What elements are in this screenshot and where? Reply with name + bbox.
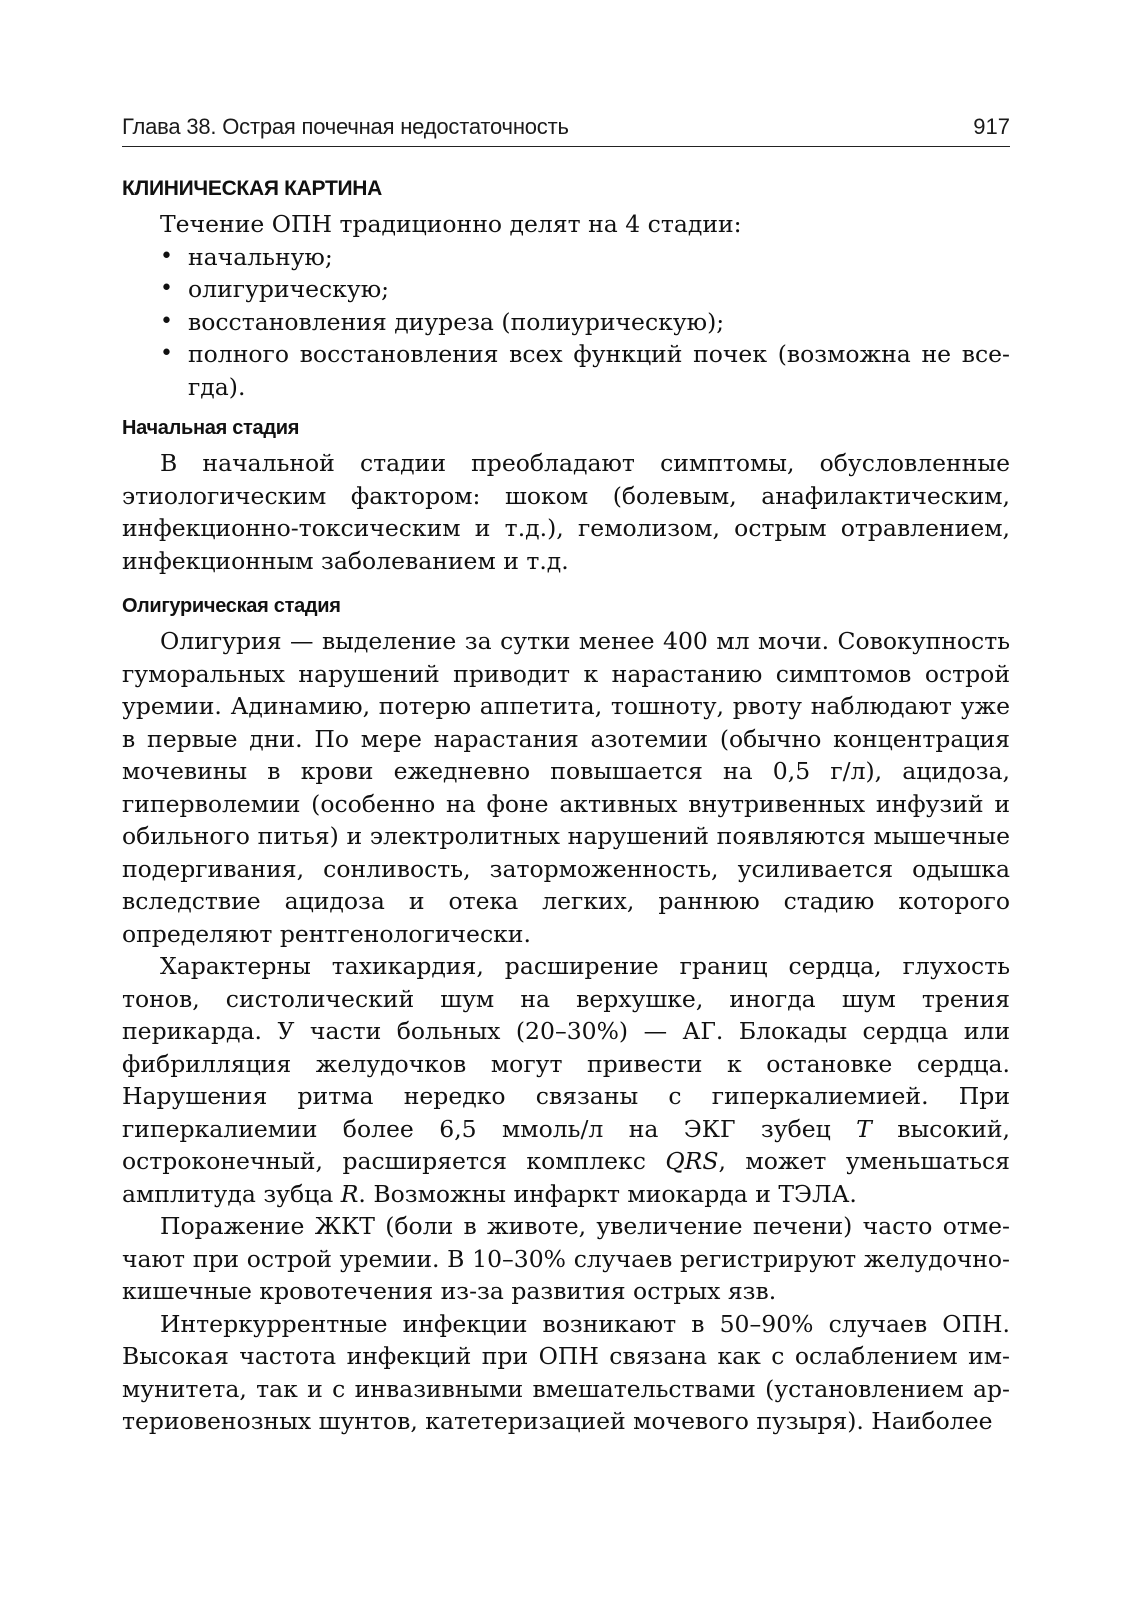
paragraph-oliguria: Олигурия — выделение за сутки менее 400 мл мочи. Совокупность гуморальных нарушений приводит к нарастанию симптомов острой уремии. Адинамию, потерю аппетита, тошноту, рвоту наблюдают уже в первые дни. По мере нарастания азотемии (обычно концентрация мочевины в крови ежедневно повышается на 0,5 г/л), ацидоза, гиперволемии (особенно на фоне активных внутривенных инфузий и обильного питья) и электролитных нарушений появляются мышечные подергивания, сонливость, заторможенность, усиливается одышка вследствие ацидоза и отека легких, раннюю стадию которого определяют рентгенологически. (122, 627, 1010, 948)
list-item (122, 273, 1010, 306)
text-run: высокий, остроконечный, расширяется комплекс (122, 1114, 1010, 1175)
italic-qrs: QRS (665, 1147, 719, 1175)
list-item (122, 338, 1010, 403)
list-item-text: полного восстановления всех функций почек (возможна не всегда). (188, 340, 1010, 401)
subsection-heading-initial: Начальная стадия (122, 417, 300, 439)
section-heading: КЛИНИЧЕСКАЯ КАРТИНА (122, 177, 383, 200)
stages-list (122, 241, 1010, 404)
running-header (122, 110, 1010, 147)
bullet-icon: • (160, 341, 173, 366)
chapter-title: Глава 38. Острая почечная недостаточность (122, 114, 569, 139)
paragraph-gi: Поражение ЖКТ (боли в животе, увеличение печени) часто отмечают при острой уремии. В 10–30% случаев регистрируют желудочно-кишечные кровотечения из-за развития острых язв. (122, 1212, 1010, 1305)
text-run: Характерны тахикардия, расширение границ сердца, глухость тонов, систолический шум на верхушке, иногда шум трения перикарда. У части больных (20–30%) — АГ. Блокады сердца или фибрилляция желудочков могут привести к остановке сердца. Нарушения ритма нередко связаны с гиперкалиемией. При гиперкалиемии более 6,5 ммоль/л на ЭКГ зубец (122, 952, 1010, 1143)
paragraph-initial-stage: В начальной стадии преобладают симптомы, обусловленные этиологическим фактором: шоком (болевым, анафилактическим, инфекционно-токсическим и т.д.), гемолизом, острым отравлением, инфекционным заболеванием и т.д. (122, 449, 1010, 575)
list-item (122, 306, 1010, 339)
italic-t-wave: T (856, 1114, 872, 1143)
section-intro: Течение ОПН традиционно делят на 4 стадии: (160, 210, 742, 238)
paragraph-infections: Интеркуррентные инфекции возникают в 50–90% случаев ОПН. Высокая частота инфекций при ОПН связана как с ослаблением иммунитета, так и с инвазивными вмешательствами (установлением артериовенозных шунтов, катетеризацией мочевого пузыря). Наиболее (122, 1309, 1010, 1435)
text-run: . Возможны инфаркт миокарда и ТЭЛА. (358, 1179, 857, 1208)
bullet-icon: • (160, 243, 173, 269)
italic-r-wave: R (340, 1179, 359, 1208)
bullet-icon: • (160, 308, 173, 334)
list-item-text: олигурическую; (188, 275, 390, 303)
paragraph-cardio (122, 950, 1010, 1210)
list-item-text: начальную; (188, 242, 333, 271)
bullet-icon: • (160, 276, 173, 301)
page-body (122, 174, 1010, 1438)
list-item-text: восстановления диуреза (полиурическую); (188, 307, 725, 336)
page-number: 917 (973, 114, 1010, 139)
subsection-heading-oliguric: Олигурическая стадия (122, 595, 341, 617)
list-item (122, 241, 1010, 274)
text-run: , может уменьшаться амплитуда зубца (122, 1147, 1010, 1208)
